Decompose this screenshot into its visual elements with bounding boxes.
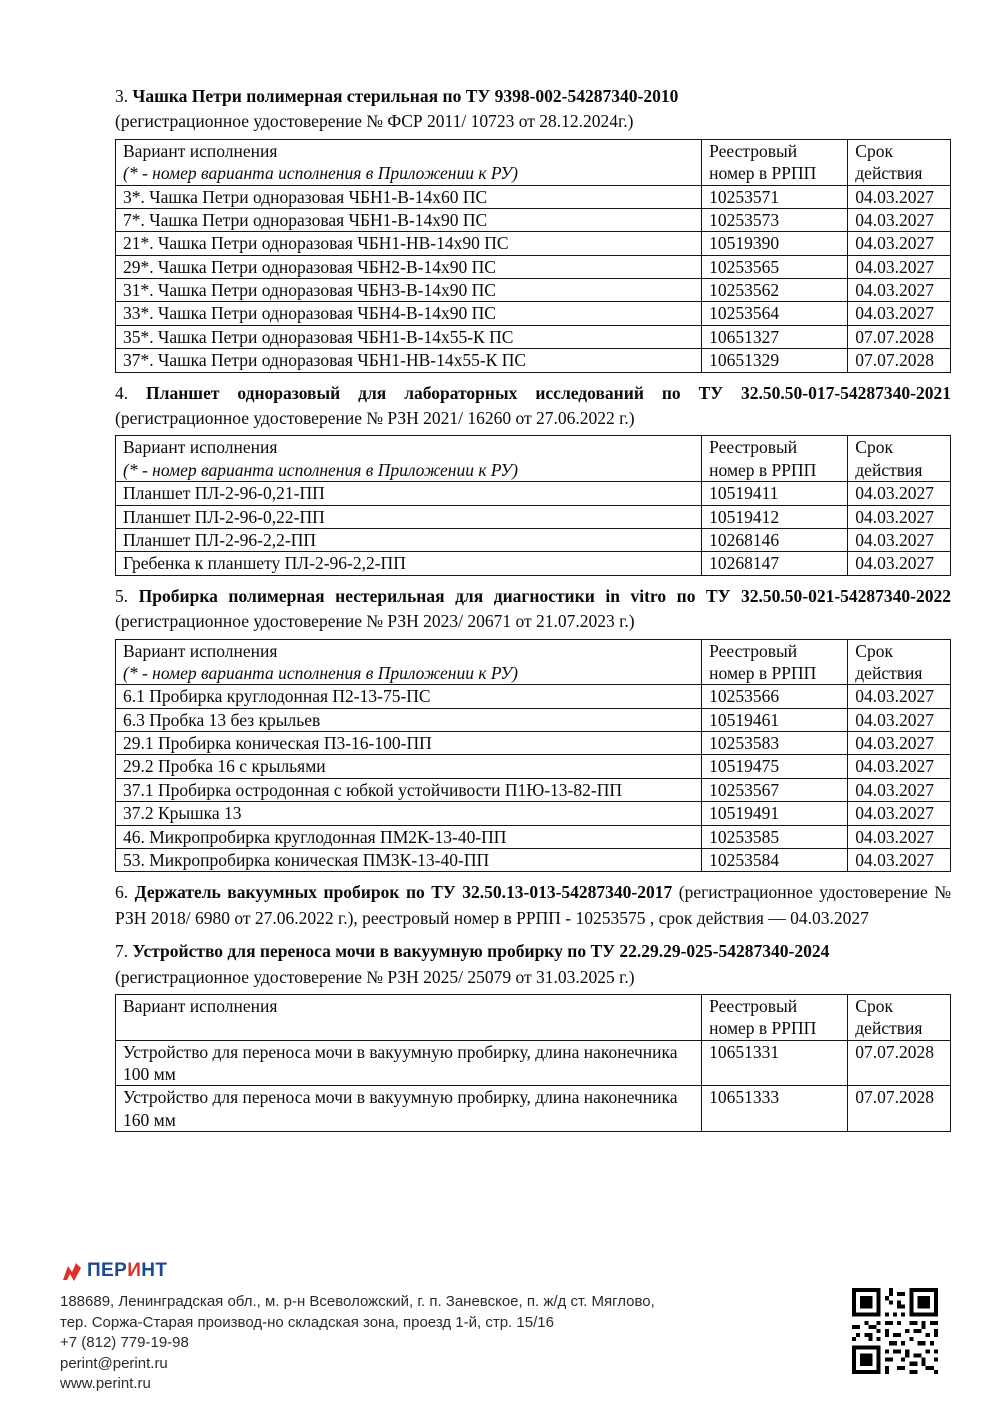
cell-validity: 04.03.2027 — [848, 185, 951, 208]
section-7-subtitle: (регистрационное удостоверение № РЗН 2025/ 25079 от 31.03.2025 г.) — [115, 966, 635, 987]
header-variant-note: (* - номер варианта исполнения в Приложении к РУ) — [123, 459, 518, 480]
section-title: Чашка Петри полимерная стерильная по ТУ 9398-002-54287340-2010 — [132, 86, 679, 106]
cell-registry: 10253585 — [702, 825, 848, 848]
table-row — [116, 708, 951, 731]
cell-validity: 07.07.2028 — [848, 1086, 951, 1132]
address-line-1: 188689, Ленинградская обл., м. р-н Всеволожский, г. п. Заневское, п. ж/д ст. Мяглово, — [60, 1293, 655, 1310]
header-validity: Срок действия — [848, 139, 951, 185]
section-title: Планшет одноразовый для лабораторных исследований по ТУ 32.50.50-017-54287340-2021 — [146, 382, 951, 403]
cell-registry: 10268146 — [702, 528, 848, 551]
section-number: 7. — [115, 941, 129, 962]
cell-validity: 04.03.2027 — [848, 685, 951, 708]
cell-validity: 04.03.2027 — [848, 232, 951, 255]
section-tail: (регистрационное удостоверение № РЗН 2018/ 6980 от 27.06.2022 г.), реестровый номер в РРПП - 10253575 , срок действия — 04.03.2027 — [115, 882, 952, 928]
table-row — [116, 208, 951, 231]
cell-validity: 04.03.2027 — [848, 849, 951, 872]
cell-registry: 10253565 — [702, 255, 848, 278]
cell-validity: 04.03.2027 — [848, 302, 951, 325]
section-tail: (регистрационное удостоверение № РЗН 2023/ 20671 от 21.07.2023 г.) — [115, 611, 635, 632]
cell-variant: Планшет ПЛ-2-96-0,21-ПП — [116, 482, 702, 505]
cell-variant: 6.3 Пробка 13 без крыльев — [116, 708, 702, 731]
document-body — [115, 84, 951, 1140]
section-7-heading — [115, 939, 951, 964]
table-row — [116, 482, 951, 505]
cell-variant: 29*. Чашка Петри одноразовая ЧБН2-В-14х90 ПС — [116, 255, 702, 278]
cell-variant: Планшет ПЛ-2-96-0,22-ПП — [116, 505, 702, 528]
cell-variant: 37.1 Пробирка остродонная с юбкой устойчивости П1Ю-13-82-ПП — [116, 778, 702, 801]
cell-registry: 10253573 — [702, 208, 848, 231]
website-url: www.perint.ru — [60, 1375, 151, 1392]
header-registry: Реестровый номер в РРПП — [702, 639, 848, 685]
table-row — [116, 1086, 951, 1132]
cell-registry: 10268147 — [702, 552, 848, 575]
cell-variant: 46. Микропробирка круглодонная ПМ2К-13-40-ПП — [116, 825, 702, 848]
cell-validity: 07.07.2028 — [848, 325, 951, 348]
section-number: 3. — [115, 86, 129, 106]
table-row — [116, 279, 951, 302]
cell-registry: 10253583 — [702, 732, 848, 755]
cell-variant: Устройство для переноса мочи в вакуумную пробирку, длина наконечника 160 мм — [116, 1086, 702, 1132]
qr-code — [852, 1288, 938, 1374]
table-row — [116, 232, 951, 255]
table-header-row — [116, 994, 951, 1040]
cell-variant: 29.1 Пробирка коническая П3-16-100-ПП — [116, 732, 702, 755]
header-variant — [116, 639, 702, 685]
cell-registry: 10651333 — [702, 1086, 848, 1132]
table-row — [116, 552, 951, 575]
cell-variant: Устройство для переноса мочи в вакуумную пробирку, длина наконечника 100 мм — [116, 1040, 702, 1086]
perint-logo — [60, 1260, 760, 1282]
address-line-2: тер. Соржа-Старая производ-но складская зона, проезд 1-й, стр. 15/16 — [60, 1313, 554, 1331]
table-row — [116, 732, 951, 755]
cell-validity: 04.03.2027 — [848, 802, 951, 825]
cell-validity: 04.03.2027 — [848, 528, 951, 551]
cell-variant: 37.2 Крышка 13 — [116, 802, 702, 825]
section-3-heading — [115, 84, 951, 109]
registry-table-section-5 — [115, 639, 951, 873]
cell-variant: Гребенка к планшету ПЛ-2-96-2,2-ПП — [116, 552, 702, 575]
header-variant — [116, 139, 702, 185]
section-tail: (регистрационное удостоверение № РЗН 2021/ 16260 от 27.06.2022 г.) — [115, 408, 635, 429]
cell-validity: 04.03.2027 — [848, 505, 951, 528]
cell-variant: 3*. Чашка Петри одноразовая ЧБН1-В-14х60 ПС — [116, 185, 702, 208]
cell-variant: 7*. Чашка Петри одноразовая ЧБН1-В-14х90 ПС — [116, 208, 702, 231]
cell-validity: 04.03.2027 — [848, 825, 951, 848]
cell-registry: 10519491 — [702, 802, 848, 825]
table-row — [116, 778, 951, 801]
cell-registry: 10651331 — [702, 1040, 848, 1086]
section-number: 5. — [115, 585, 129, 606]
cell-validity: 04.03.2027 — [848, 482, 951, 505]
cell-variant: 21*. Чашка Петри одноразовая ЧБН1-НВ-14х90 ПС — [116, 232, 702, 255]
table-row — [116, 755, 951, 778]
cell-registry: 10253566 — [702, 685, 848, 708]
cell-registry: 10519461 — [702, 708, 848, 731]
section-5-heading — [115, 584, 951, 635]
registry-table-section-7 — [115, 994, 951, 1132]
company-footer — [60, 1260, 760, 1395]
phone-number: +7 (812) 779-19-98 — [60, 1334, 189, 1351]
section-number: 4. — [115, 382, 129, 403]
cell-registry: 10253562 — [702, 279, 848, 302]
logo-part-blue-1: ПЕР — [87, 1260, 128, 1281]
cell-variant: 53. Микропробирка коническая ПМ3К-13-40-ПП — [116, 849, 702, 872]
table-header-row — [116, 139, 951, 185]
cell-variant: 6.1 Пробирка круглодонная П2-13-75-ПС — [116, 685, 702, 708]
perint-logo-text — [87, 1260, 167, 1282]
section-number: 6. — [115, 882, 129, 903]
table-row — [116, 1040, 951, 1086]
header-registry: Реестровый номер в РРПП — [702, 139, 848, 185]
header-validity: Срок действия — [848, 436, 951, 482]
cell-validity: 04.03.2027 — [848, 208, 951, 231]
table-row — [116, 849, 951, 872]
cell-registry: 10519475 — [702, 755, 848, 778]
cell-validity: 04.03.2027 — [848, 755, 951, 778]
table-row — [116, 185, 951, 208]
header-registry: Реестровый номер в РРПП — [702, 436, 848, 482]
cell-validity: 07.07.2028 — [848, 1040, 951, 1086]
cell-variant: 33*. Чашка Петри одноразовая ЧБН4-В-14х90 ПС — [116, 302, 702, 325]
table-header-row — [116, 639, 951, 685]
cell-variant: 37*. Чашка Петри одноразовая ЧБН1-НВ-14х55-К ПС — [116, 349, 702, 372]
table-row — [116, 325, 951, 348]
header-validity: Срок действия — [848, 994, 951, 1040]
cell-variant: 31*. Чашка Петри одноразовая ЧБН3-В-14х90 ПС — [116, 279, 702, 302]
cell-validity: 04.03.2027 — [848, 732, 951, 755]
table-row — [116, 528, 951, 551]
cell-registry: 10651329 — [702, 349, 848, 372]
table-row — [116, 349, 951, 372]
table-row — [116, 802, 951, 825]
cell-validity: 04.03.2027 — [848, 708, 951, 731]
header-variant-label: Вариант исполнения — [123, 437, 278, 458]
cell-validity: 04.03.2027 — [848, 778, 951, 801]
cell-variant: 35*. Чашка Петри одноразовая ЧБН1-В-14х55-К ПС — [116, 325, 702, 348]
table-row — [116, 505, 951, 528]
email-address: perint@perint.ru — [60, 1354, 168, 1372]
table-row — [116, 302, 951, 325]
cell-validity: 07.07.2028 — [848, 349, 951, 372]
header-variant — [116, 436, 702, 482]
registry-table-section-4 — [115, 435, 951, 575]
section-title: Держатель вакуумных пробирок по ТУ 32.50.13-013-54287340-2017 — [134, 882, 673, 903]
cell-registry: 10519390 — [702, 232, 848, 255]
cell-registry: 10253584 — [702, 849, 848, 872]
table-row — [116, 685, 951, 708]
logo-part-red: И — [127, 1260, 142, 1281]
cell-registry: 10253567 — [702, 778, 848, 801]
registry-table-section-3 — [115, 139, 951, 373]
cell-registry: 10253564 — [702, 302, 848, 325]
header-variant-note: (* - номер варианта исполнения в Приложении к РУ) — [123, 163, 518, 184]
cell-variant: Планшет ПЛ-2-96-2,2-ПП — [116, 528, 702, 551]
logo-part-blue-2: НТ — [141, 1260, 168, 1281]
header-validity: Срок действия — [848, 639, 951, 685]
table-row — [116, 825, 951, 848]
section-title: Пробирка полимерная нестерильная для диагностики in vitro по ТУ 32.50.50-021-54287340-2022 — [138, 585, 952, 606]
cell-validity: 04.03.2027 — [848, 552, 951, 575]
section-6-paragraph — [115, 880, 951, 931]
section-title: Устройство для переноса мочи в вакуумную пробирку по ТУ 22.29.29-025-54287340-2024 — [132, 941, 830, 962]
header-variant-label: Вариант исполнения — [123, 140, 278, 161]
cell-registry: 10651327 — [702, 325, 848, 348]
header-variant-note: (* - номер варианта исполнения в Приложении к РУ) — [123, 662, 518, 683]
cell-registry: 10519411 — [702, 482, 848, 505]
cell-variant: 29.2 Пробка 16 с крыльями — [116, 755, 702, 778]
header-registry: Реестровый номер в РРПП — [702, 994, 848, 1040]
header-variant: Вариант исполнения — [116, 994, 702, 1040]
cell-validity: 04.03.2027 — [848, 255, 951, 278]
section-4-heading — [115, 381, 951, 432]
table-header-row — [116, 436, 951, 482]
table-row — [116, 255, 951, 278]
perint-logo-icon — [60, 1260, 82, 1282]
header-variant-label: Вариант исполнения — [123, 640, 278, 661]
cell-registry: 10519412 — [702, 505, 848, 528]
cell-registry: 10253571 — [702, 185, 848, 208]
section-3-subtitle: (регистрационное удостоверение № ФСР 2011/ 10723 от 28.12.2024г.) — [115, 111, 634, 132]
cell-validity: 04.03.2027 — [848, 279, 951, 302]
